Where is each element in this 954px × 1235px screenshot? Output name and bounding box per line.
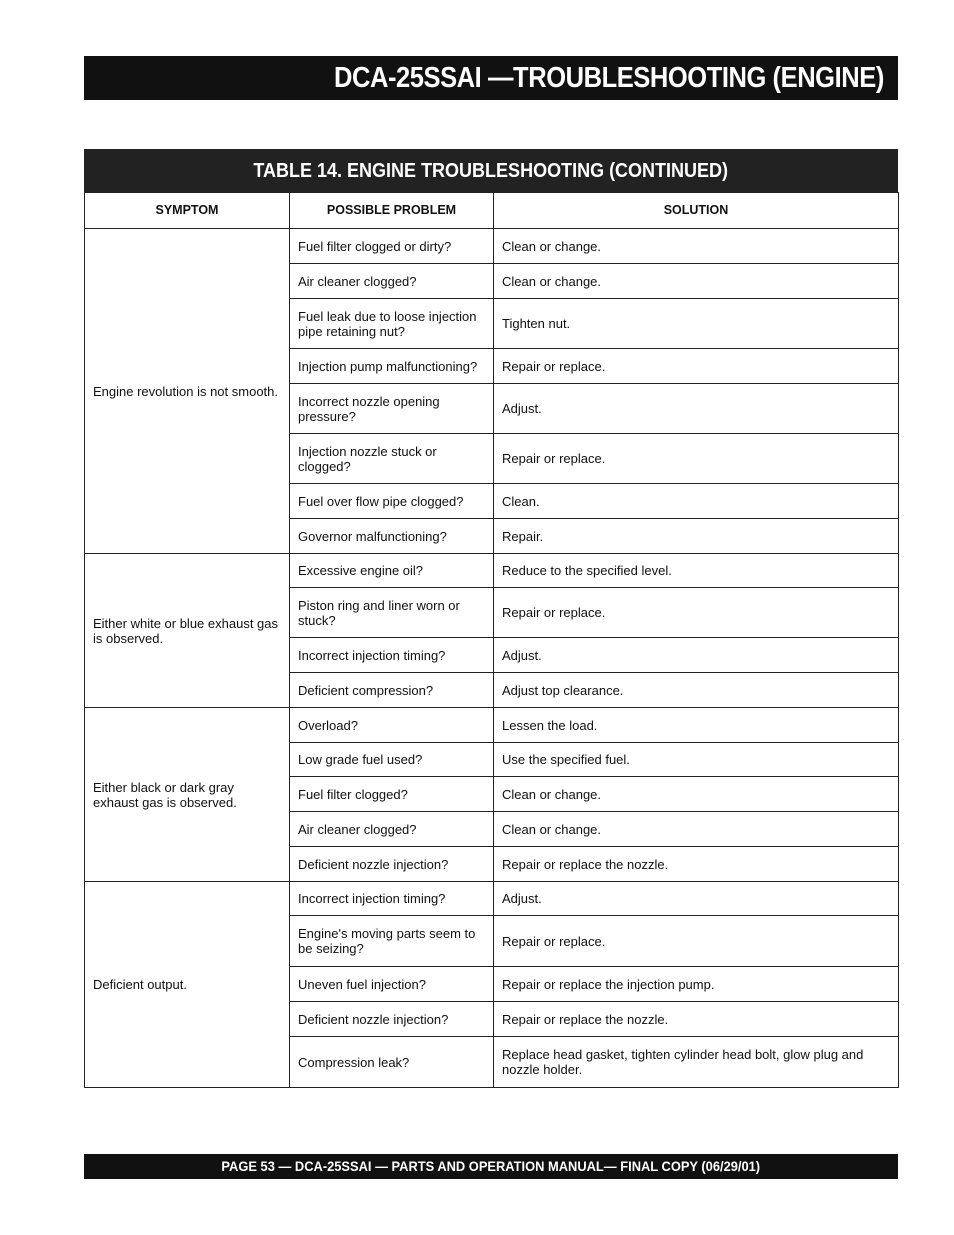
table-row xyxy=(85,882,899,916)
header-solution: SOLUTION xyxy=(494,193,899,229)
solution-cell: Adjust. xyxy=(494,882,899,916)
solution-cell: Clean or change. xyxy=(494,777,899,812)
problem-cell: Air cleaner clogged? xyxy=(290,812,494,847)
solution-cell: Lessen the load. xyxy=(494,708,899,743)
solution-cell: Adjust. xyxy=(494,638,899,673)
table-row xyxy=(85,554,899,588)
solution-cell: Repair or replace the nozzle. xyxy=(494,847,899,882)
problem-cell: Governor malfunctioning? xyxy=(290,519,494,554)
problem-cell: Compression leak? xyxy=(290,1037,494,1088)
solution-cell: Clean or change. xyxy=(494,812,899,847)
solution-cell: Repair. xyxy=(494,519,899,554)
symptom-cell: Either white or blue exhaust gas is observed. xyxy=(85,554,290,708)
header-possible-problem: POSSIBLE PROBLEM xyxy=(290,193,494,229)
table-row xyxy=(85,229,899,264)
page-title: DCA-25SSAI —TROUBLESHOOTING (ENGINE) xyxy=(334,62,884,94)
problem-cell: Incorrect injection timing? xyxy=(290,638,494,673)
solution-cell: Clean or change. xyxy=(494,229,899,264)
problem-cell: Low grade fuel used? xyxy=(290,743,494,777)
problem-cell: Injection pump malfunctioning? xyxy=(290,349,494,384)
solution-cell: Repair or replace. xyxy=(494,588,899,638)
symptom-cell: Either black or dark gray exhaust gas is observed. xyxy=(85,708,290,882)
symptom-cell: Engine revolution is not smooth. xyxy=(85,229,290,554)
footer-text: PAGE 53 — DCA-25SSAI — PARTS AND OPERATION MANUAL— FINAL COPY (06/29/01) xyxy=(221,1158,761,1174)
solution-cell: Adjust top clearance. xyxy=(494,673,899,708)
solution-cell: Repair or replace the injection pump. xyxy=(494,967,899,1002)
page-title-bar xyxy=(84,56,898,100)
table-title-bar xyxy=(84,149,898,192)
solution-cell: Repair or replace the nozzle. xyxy=(494,1002,899,1037)
problem-cell: Fuel filter clogged or dirty? xyxy=(290,229,494,264)
solution-cell: Tighten nut. xyxy=(494,299,899,349)
solution-cell: Repair or replace. xyxy=(494,434,899,484)
solution-cell: Adjust. xyxy=(494,384,899,434)
problem-cell: Uneven fuel injection? xyxy=(290,967,494,1002)
problem-cell: Incorrect injection timing? xyxy=(290,882,494,916)
solution-cell: Clean. xyxy=(494,484,899,519)
problem-cell: Deficient nozzle injection? xyxy=(290,1002,494,1037)
page-footer xyxy=(84,1154,898,1179)
table-title: TABLE 14. ENGINE TROUBLESHOOTING (CONTINUED) xyxy=(253,160,729,182)
table-body xyxy=(85,229,899,1088)
solution-cell: Repair or replace. xyxy=(494,349,899,384)
problem-cell: Deficient nozzle injection? xyxy=(290,847,494,882)
problem-cell: Overload? xyxy=(290,708,494,743)
symptom-cell: Deficient output. xyxy=(85,882,290,1088)
problem-cell: Air cleaner clogged? xyxy=(290,264,494,299)
problem-cell: Excessive engine oil? xyxy=(290,554,494,588)
problem-cell: Fuel over flow pipe clogged? xyxy=(290,484,494,519)
table-header-row xyxy=(85,193,899,229)
troubleshooting-table xyxy=(84,192,899,1088)
problem-cell: Incorrect nozzle opening pressure? xyxy=(290,384,494,434)
solution-cell: Use the specified fuel. xyxy=(494,743,899,777)
solution-cell: Repair or replace. xyxy=(494,916,899,967)
problem-cell: Injection nozzle stuck or clogged? xyxy=(290,434,494,484)
problem-cell: Engine's moving parts seem to be seizing? xyxy=(290,916,494,967)
problem-cell: Piston ring and liner worn or stuck? xyxy=(290,588,494,638)
header-symptom: SYMPTOM xyxy=(85,193,290,229)
table-row xyxy=(85,708,899,743)
solution-cell: Replace head gasket, tighten cylinder head bolt, glow plug and nozzle holder. xyxy=(494,1037,899,1088)
solution-cell: Reduce to the specified level. xyxy=(494,554,899,588)
problem-cell: Deficient compression? xyxy=(290,673,494,708)
solution-cell: Clean or change. xyxy=(494,264,899,299)
problem-cell: Fuel leak due to loose injection pipe retaining nut? xyxy=(290,299,494,349)
problem-cell: Fuel filter clogged? xyxy=(290,777,494,812)
